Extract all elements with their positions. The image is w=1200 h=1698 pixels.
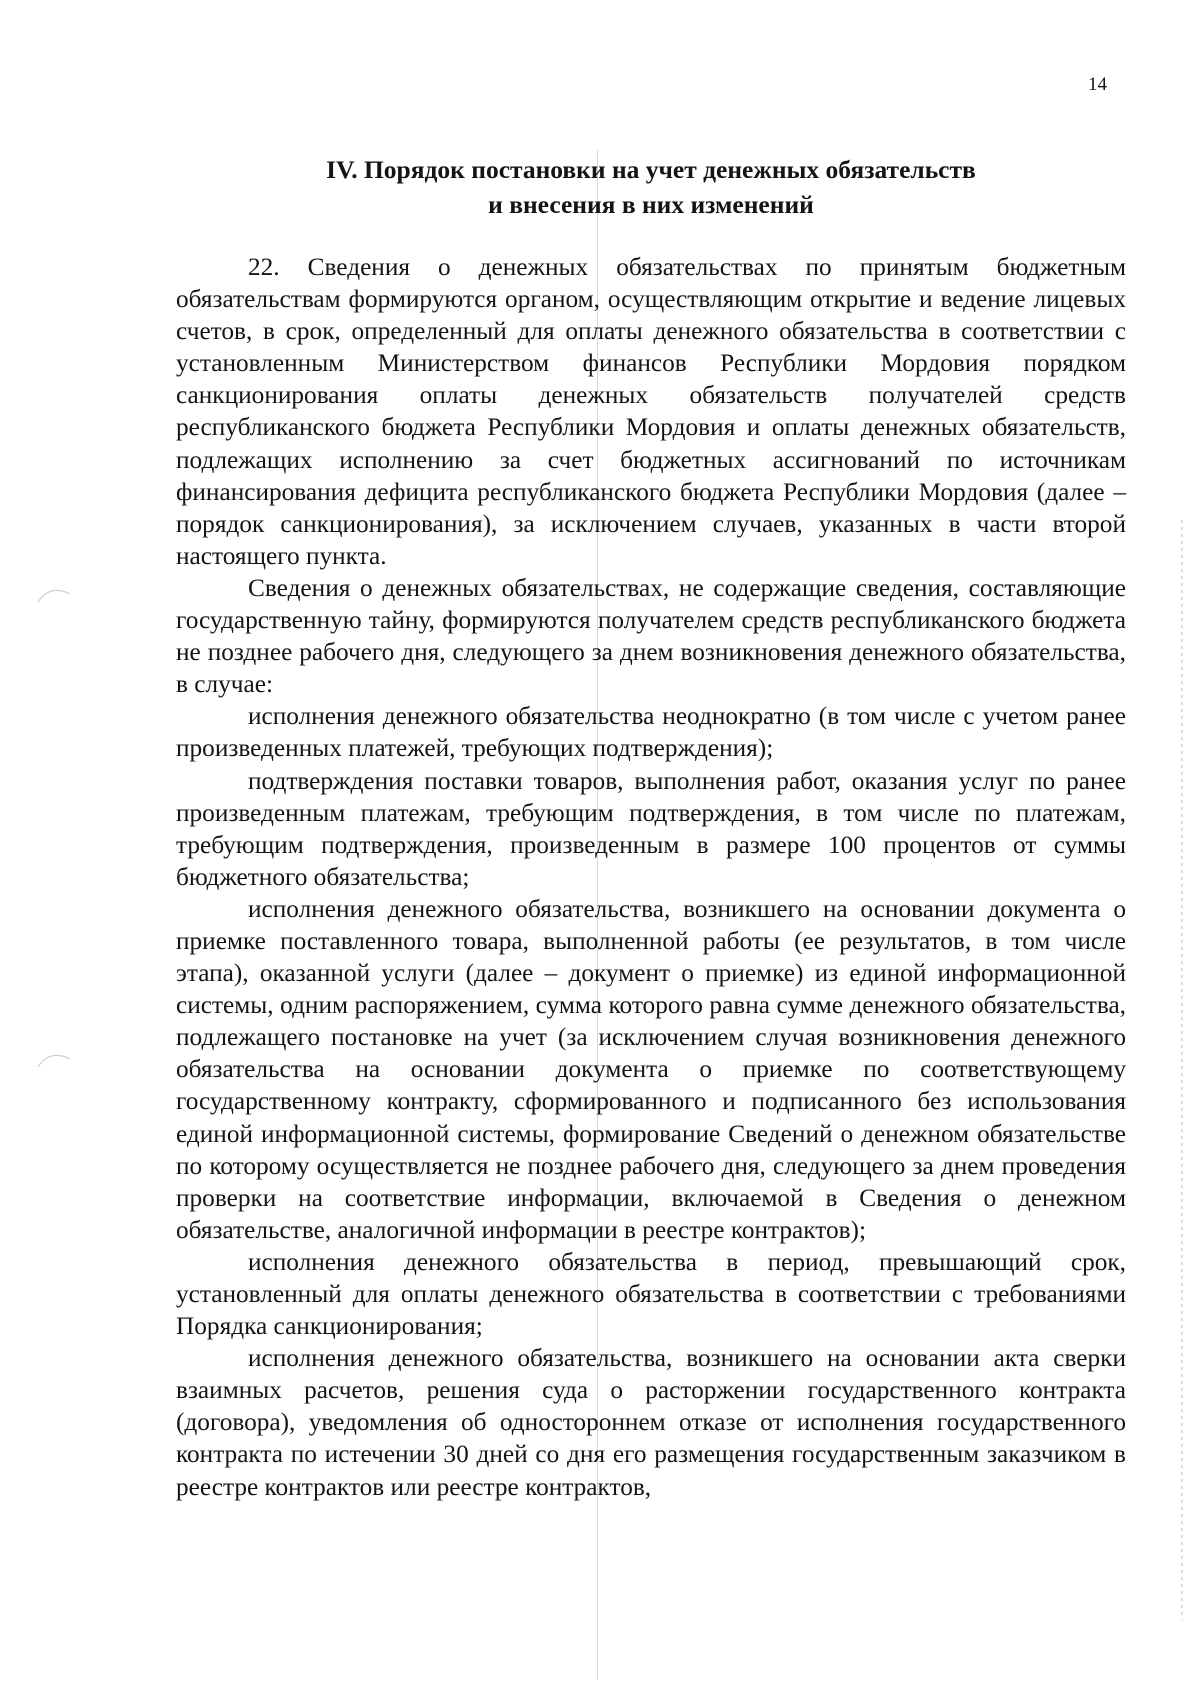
page-number: 14 — [1088, 74, 1107, 95]
paragraph-case-acceptance-document: исполнения денежного обязательства, возникшего на основании документа о приемке поставленного товара, выполненной работы (ее результатов, в том числе этапа), оказанной услуги (далее – документ о приемке) из единой информационной системы, одним распоряжением, сумма которого равна сумме денежного обязательства, подлежащего постановке на учет (за исключением случая возникновения денежного обязательства на основании документа о приемке по соответствующему государственному контракту, сформированного и подписанного без использования единой информационной системы, формирование Сведений о денежном обязательстве по которому осуществляется не позднее рабочего дня, следующего за днем проведения проверки на соответствие информации, включаемой в Сведения о денежном обязательстве, аналогичной информации в реестре контрактов); — [176, 894, 1126, 1244]
paragraph-case-confirmation: подтверждения поставки товаров, выполнения работ, оказания услуг по ранее произведенным платежам, требующим подтверждения, в том числе по платежам, требующим подтверждения, произведенным в размере 100 процентов от суммы бюджетного обязательства; — [176, 766, 1126, 891]
punch-hole-mark — [36, 1047, 72, 1069]
punch-hole-mark — [36, 582, 72, 604]
scan-edge-marks — [1181, 520, 1183, 1620]
section-heading-line-2: и внесения в них изменений — [488, 190, 814, 219]
paragraph-intro-cases: Сведения о денежных обязательствах, не содержащие сведения, составляющие государственную тайну, формируются получателем средств республиканского бюджета не позднее рабочего дня, следующего за днем возникновения денежного обязательства, в случае: — [176, 573, 1126, 699]
section-heading-line-1: IV. Порядок постановки на учет денежных обязательств — [326, 155, 976, 184]
document-body — [176, 251, 1126, 1503]
paragraph-case-overdue: исполнения денежного обязательства в период, превышающий срок, установленный для оплаты денежного обязательства в соответствии с требованиями Порядка санкционирования; — [176, 1247, 1126, 1341]
section-heading — [176, 152, 1126, 222]
paragraph-case-repeated: исполнения денежного обязательства неоднократно (в том числе с учетом ранее произведенных платежей, требующих подтверждения); — [176, 702, 1126, 763]
paragraph-case-reconciliation: исполнения денежного обязательства, возникшего на основании акта сверки взаимных расчетов, решения суда о расторжении государственного контракта (договора), уведомления об одностороннем отказе от исполнения государственного контракта по истечении 30 дней со дня его размещения государственным заказчиком в реестре контрактов или реестре контрактов, — [176, 1344, 1126, 1501]
paragraph-22: 22. Сведения о денежных обязательствах по принятым бюджетным обязательствам формируются органом, осуществляющим открытие и ведение лицевых счетов, в срок, определенный для оплаты денежного обязательства в соответствии с установленным Министерством финансов Республики Мордовия порядком санкционирования оплаты денежных обязательств получателей средств республиканского бюджета Республики Мордовия и оплаты денежных обязательств, подлежащих исполнению за счет бюджетных ассигнований по источникам финансирования дефицита республиканского бюджета Республики Мордовия (далее – порядок санкционирования), за исключением случаев, указанных в части второй настоящего пункта. — [176, 253, 1126, 570]
